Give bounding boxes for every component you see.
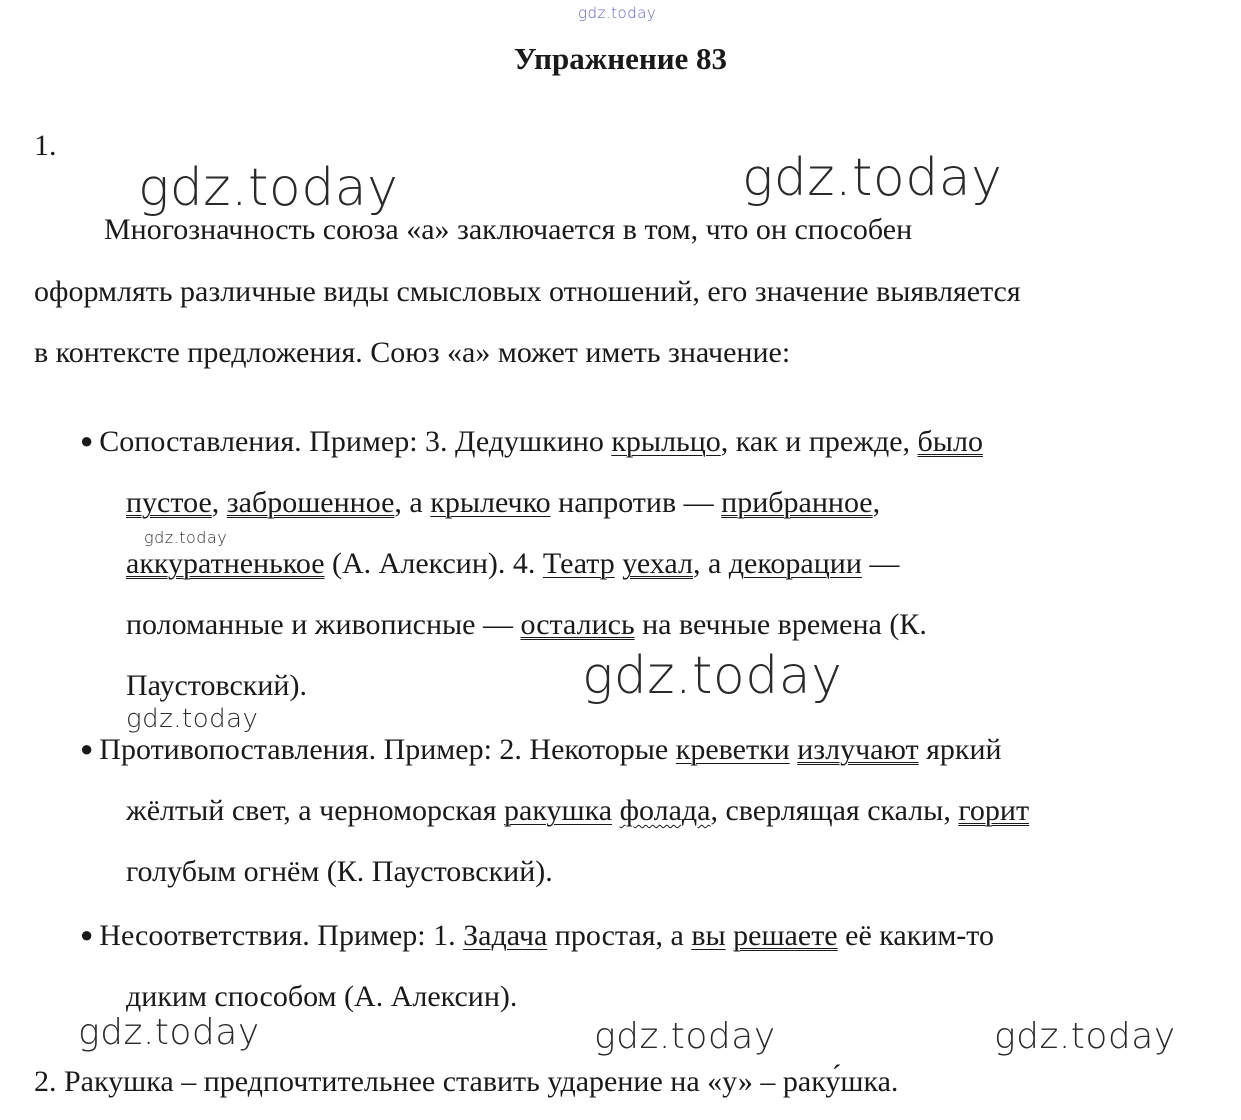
predicate-word: горит [958,794,1030,827]
bullet-3-line-1: ● Несоответствия. Пример: 1. Задача простая, а вы решаете её каким-то [80,919,995,952]
predicate-word: пустое [126,486,212,519]
bullet-1-line-3: аккуратненькое (А. Алексин). 4. Театр уехал, а декорации — [126,547,900,580]
bullet-icon: ● [80,922,94,947]
item-2: 2. Ракушка – предпочтительнее ставить ударение на «у» – раку́шка. [34,1065,899,1098]
subject-word: крылечко [430,486,551,519]
bullet-2-line-3: голубым огнём (К. Паустовский). [126,855,553,888]
bullet-1-line-5: Паустовский). [126,669,307,702]
subject-word: декорации [728,547,862,580]
watermark-bottom-right: gdz.today [994,1016,1176,1057]
intro-line-2: оформлять различные виды смысловых отношений, его значение выявляется [34,275,1021,308]
intro-line-3: в контексте предложения. Союз «а» может иметь значение: [34,336,791,369]
watermark-small: gdz.today [144,528,228,547]
predicate-word: уехал [622,547,693,580]
watermark-bottom-center: gdz.today [594,1016,776,1057]
bullet-icon: ● [80,428,94,453]
watermark-mid-left: gdz.today [126,704,259,734]
bullet-1-line-1: ● Сопоставления. Пример: 3. Дедушкино крыльцо, как и прежде, было [80,425,983,458]
predicate-word: заброшенное [226,486,395,519]
subject-word: Театр [542,547,615,580]
subject-word: ракушка [504,794,613,827]
predicate-word: было [917,425,983,458]
subject-word: Задача [463,919,548,952]
watermark-right: gdz.today [742,148,1003,208]
intro-line-1: Многозначность союза «а» заключается в том, что он способен [104,213,913,246]
bullet-1-line-2: пустое, заброшенное, а крылечко напротив — прибранное, [126,486,881,519]
bullet-2-line-1: ● Противопоставления. Пример: 2. Некоторые креветки излучают яркий [80,733,1002,766]
predicate-word: аккуратненькое [126,547,325,580]
appositive-word: фолада [619,794,711,827]
watermark-center: gdz.today [582,646,843,706]
bullet-3-line-2: диким способом (А. Алексин). [126,980,518,1013]
predicate-word: излучают [797,733,919,766]
watermark-top: gdz.today [578,4,657,22]
item-1-number: 1. [34,129,57,162]
page-title: Упражнение 83 [513,41,728,76]
watermark-left: gdz.today [138,158,399,218]
bullet-icon: ● [80,736,94,761]
predicate-word: прибранное [721,486,873,519]
bullet-1-line-4: поломанные и живописные — остались на вечные времена (К. [126,608,927,641]
predicate-word: решаете [733,919,838,952]
subject-word: крыльцо [611,425,721,458]
predicate-word: остались [520,608,635,641]
subject-word: вы [691,919,726,952]
watermark-bottom-left: gdz.today [78,1012,260,1053]
subject-word: креветки [675,733,790,766]
bullet-2-line-2: жёлтый свет, а черноморская ракушка фолада, сверлящая скалы, горит [126,794,1030,827]
